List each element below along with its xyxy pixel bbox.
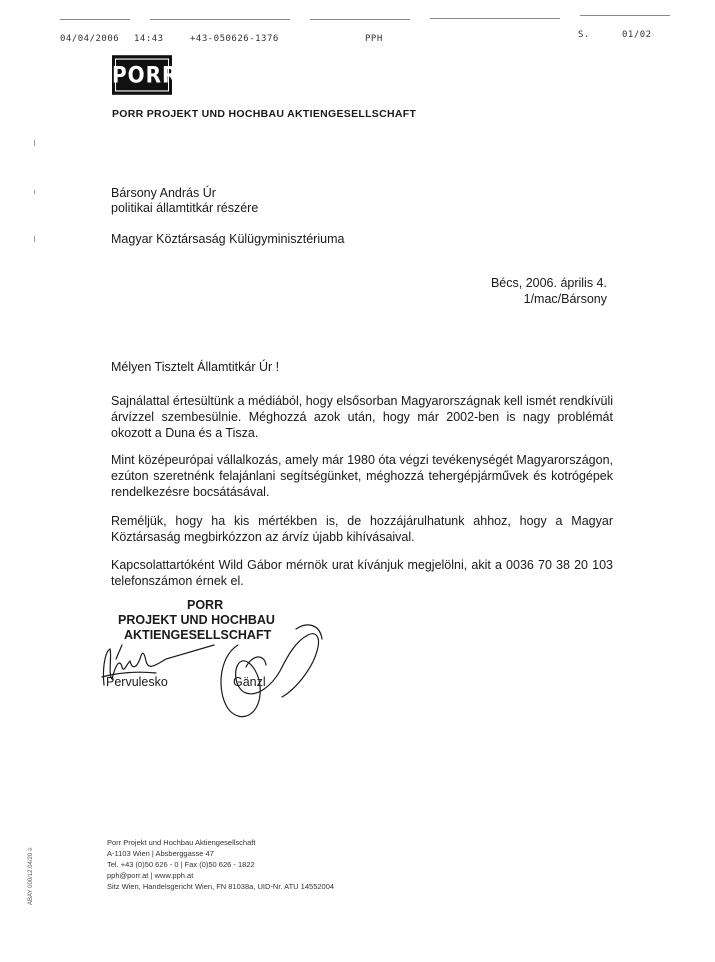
signer-1-name: Pervulesko bbox=[106, 675, 168, 689]
fax-phone: +43-050626-1376 bbox=[190, 34, 279, 44]
footer-address: A-1103 Wien | Absberggasse 47 bbox=[107, 849, 214, 858]
stamp-line-porr: PORR bbox=[187, 598, 224, 612]
footer-registration: Sitz Wien, Handelsgericht Wien, FN 81038a, UID-Nr. ATU 14552004 bbox=[107, 882, 335, 891]
fax-rule-3 bbox=[310, 19, 410, 20]
fax-rule-5 bbox=[580, 15, 670, 16]
body-paragraph-1: Sajnálattal értesültünk a médiából, hogy elsősorban Magyarországnak kell ismét rendkívüli árvízzel szembesülnie. Méghozzá azok után, hogy már 2002-ben is nagy problémát okozott a Duna és a Tisza. bbox=[111, 394, 613, 440]
body-paragraph-4: Kapcsolattartóként Wild Gábor mérnök urat kívánjuk megjelölni, akit a 0036 70 38 20 103 telefonszámon érnek el. bbox=[111, 558, 613, 588]
footer-email-web: pph@porr.at | www.pph.at bbox=[107, 871, 194, 880]
salutation: Mélyen Tisztelt Államtitkár Úr ! bbox=[111, 360, 280, 374]
recipient-title: politikai államtitkár részére bbox=[111, 201, 259, 215]
handwritten-signatures bbox=[96, 615, 336, 725]
fold-mark bbox=[34, 140, 35, 146]
fax-page: 01/02 bbox=[622, 30, 652, 40]
footer-company: Porr Projekt und Hochbau Aktiengesellschaft bbox=[107, 838, 256, 847]
body-paragraph-3: Reméljük, hogy ha kis mértékben is, de hozzájárulhatunk ahhoz, hogy a Magyar Köztársaság megbirkózzon az árvíz újabb kihívásaival. bbox=[111, 514, 613, 544]
footer-phone-fax: Tel. +43 (0)50 626 - 0 | Fax (0)50 626 - 1822 bbox=[107, 860, 255, 869]
place-date: Bécs, 2006. április 4. bbox=[490, 276, 607, 290]
reference-code: 1/mac/Bársony bbox=[523, 292, 607, 306]
fax-rule-2 bbox=[150, 19, 290, 20]
company-name: PORR PROJEKT UND HOCHBAU AKTIENGESELLSCHAFT bbox=[112, 108, 417, 120]
fax-sender: PPH bbox=[365, 34, 383, 44]
fax-time: 14:43 bbox=[134, 34, 164, 44]
stamp-line-ag: AKTIENGESELLSCHAFT bbox=[124, 628, 272, 642]
recipient-organization: Magyar Köztársaság Külügyminisztériuma bbox=[111, 232, 345, 246]
porr-logo: PORR bbox=[112, 55, 172, 95]
fold-mark bbox=[34, 236, 35, 242]
stamp-line-projekt: PROJEKT UND HOCHBAU bbox=[118, 613, 275, 627]
fax-rule-4 bbox=[430, 18, 560, 19]
fold-mark bbox=[34, 190, 35, 194]
side-form-code: ABAY 000/12.04/20 ≡ bbox=[28, 847, 34, 905]
fax-date: 04/04/2006 bbox=[60, 34, 120, 44]
signer-2-name: Gänzl bbox=[233, 675, 266, 689]
fax-page-prefix: S. bbox=[578, 30, 590, 40]
fax-rule-1 bbox=[60, 19, 130, 20]
body-paragraph-2: Mint középeurópai vállalkozás, amely már 1980 óta végzi tevékenységét Magyarországon, ezúton szeretnénk felajánlani segítségünket, méghozzá tehergépjárművek és kotrógépek rendelkezésre bocsátásával. bbox=[111, 453, 613, 499]
recipient-name: Bársony András Úr bbox=[111, 186, 216, 200]
